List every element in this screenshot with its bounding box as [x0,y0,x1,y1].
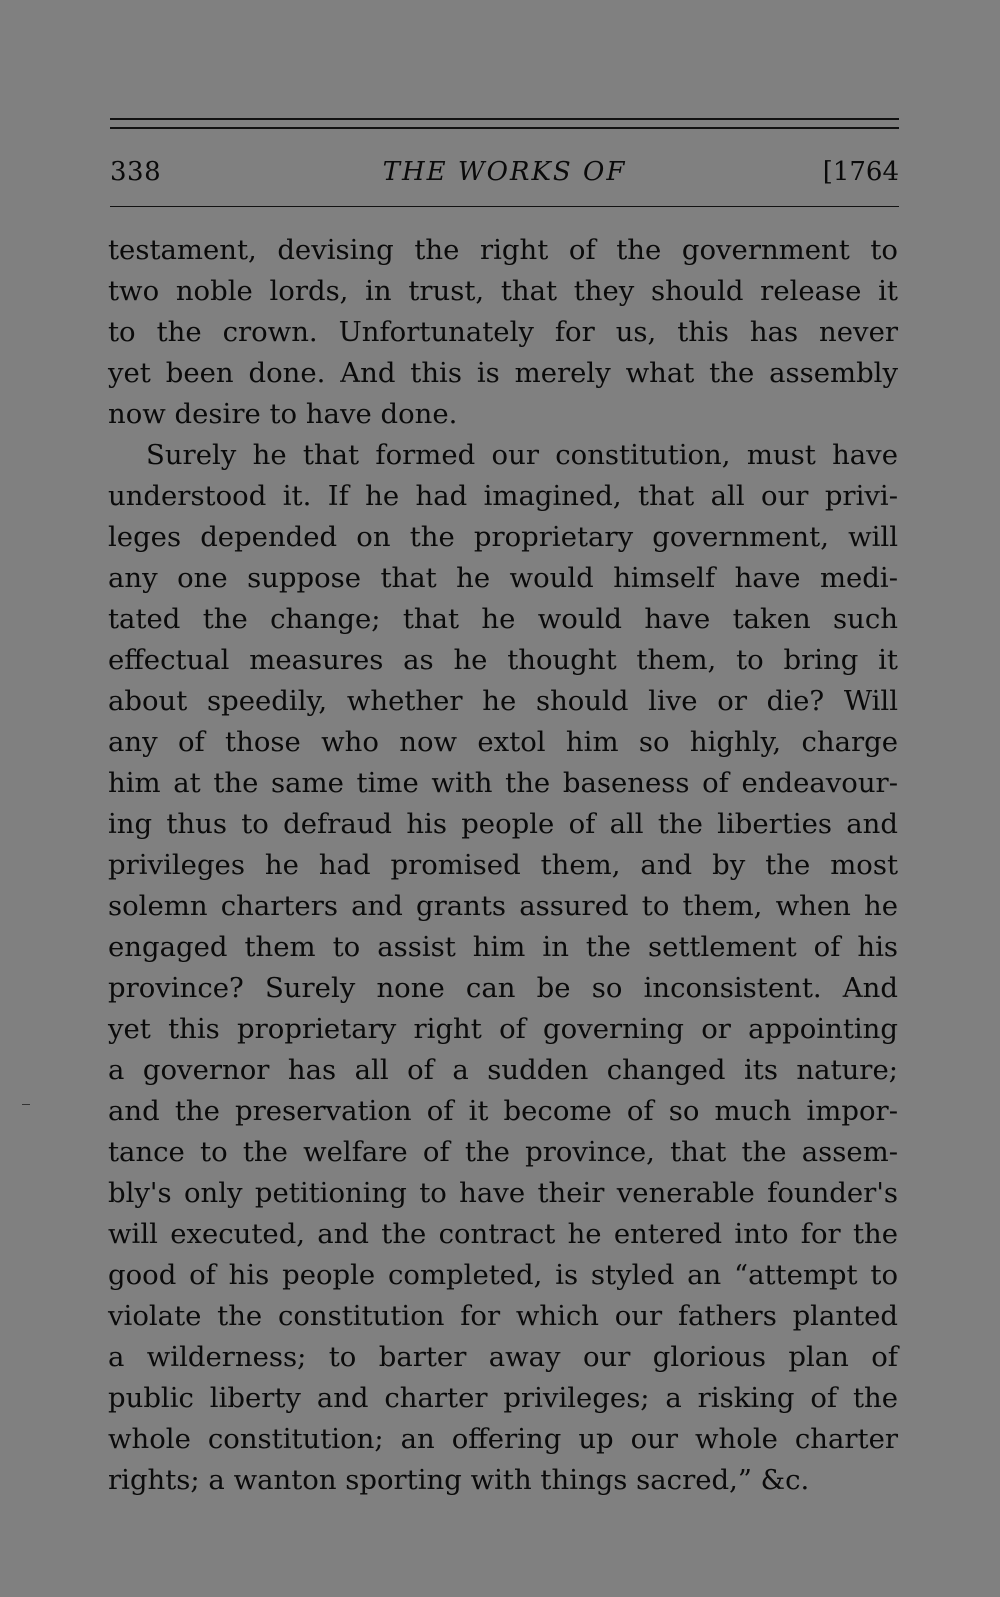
text-line: a governor has all of a sudden changed its nature; [108,1054,898,1086]
text-line: solemn charters and grants assured to them, when he [108,890,898,922]
text-line: province? Surely none can be so inconsistent. And [108,972,898,1004]
text-line: ing thus to defraud his people of all the liberties and [108,808,898,840]
text-line: violate the constitution for which our fathers planted [108,1300,898,1332]
top-rule-upper [110,118,899,120]
text-line: about speedily, whether he should live or die? Will [108,685,898,717]
page-number: 338 [110,157,162,187]
text-line: rights; a wanton sporting with things sacred,” &c. [108,1464,810,1496]
text-line: good of his people completed, is styled an “attempt to [108,1259,898,1291]
text-line: engaged them to assist him in the settlement of his [108,931,898,963]
text-line: Surely he that formed our constitution, must have [146,439,898,471]
text-line: yet this proprietary right of governing or appointing [108,1013,898,1045]
body-text [108,230,898,1501]
text-line: understood it. If he had imagined, that all our privi- [108,480,898,512]
text-line: effectual measures as he thought them, to bring it [108,644,898,676]
running-year: [1764 [822,157,899,187]
text-line: yet been done. And this is merely what the assembly [108,357,898,389]
text-line: bly's only petitioning to have their venerable founder's [108,1177,898,1209]
running-head [110,152,899,192]
text-line: tated the change; that he would have taken such [108,603,898,635]
text-line: testament, devising the right of the government to [108,234,898,266]
text-line: two noble lords, in trust, that they should release it [108,275,898,307]
text-line: leges depended on the proprietary government, will [108,521,898,553]
text-line: public liberty and charter privileges; a risking of the [108,1382,898,1414]
text-line: now desire to have done. [108,398,458,430]
text-line: any one suppose that he would himself have medi- [108,562,898,594]
header-rule [110,206,899,207]
text-line: privileges he had promised them, and by the most [108,849,898,881]
running-title: THE WORKS OF [382,157,627,187]
text-line: him at the same time with the baseness of endeavour- [108,767,898,799]
top-rule-lower [110,127,899,129]
text-line: any of those who now extol him so highly, charge [108,726,898,758]
text-line: tance to the welfare of the province, that the assem- [108,1136,898,1168]
text-line: to the crown. Unfortunately for us, this has never [108,316,898,348]
text-line: a wilderness; to barter away our glorious plan of [108,1341,898,1373]
text-line: and the preservation of it become of so much impor- [108,1095,898,1127]
margin-mark [22,1104,30,1105]
text-line: whole constitution; an offering up our whole charter [108,1423,898,1455]
text-line: will executed, and the contract he entered into for the [108,1218,898,1250]
